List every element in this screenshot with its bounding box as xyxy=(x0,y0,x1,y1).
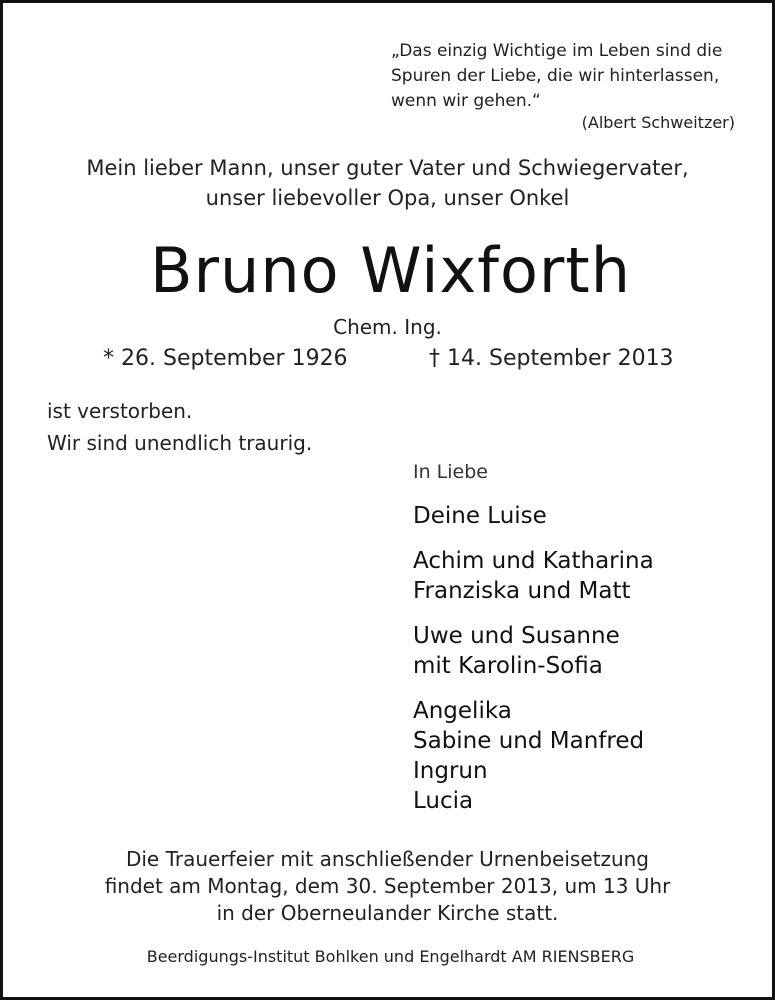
undertaker-credit: Beerdigungs-Institut Bohlken und Engelhardt AM RIENSBERG xyxy=(146,947,635,966)
mourners-list xyxy=(413,501,753,831)
mourner-name: Uwe und Susanne xyxy=(413,623,620,649)
quote-line: „Das einzig Wichtige im Leben sind die xyxy=(391,41,723,61)
mourner-group xyxy=(413,501,753,531)
quote-line: Spuren der Liebe, die wir hinterlassen, xyxy=(391,66,720,86)
passed-away-statement: ist verstorben. xyxy=(47,399,193,423)
mourner-group xyxy=(413,621,753,681)
epigraph-quote xyxy=(391,39,751,114)
quote-author: (Albert Schweitzer) xyxy=(581,113,735,132)
mourner-group xyxy=(413,546,753,606)
quote-line: wenn wir gehen.“ xyxy=(391,91,541,111)
mourner-group xyxy=(413,696,753,816)
mourner-name: Ingrun xyxy=(413,758,488,784)
deceased-title: Chem. Ing. xyxy=(333,315,442,339)
mourners-heading: In Liebe xyxy=(413,461,488,483)
funeral-service-info xyxy=(3,846,772,927)
service-line: findet am Montag, dem 30. September 2013, um 13 Uhr xyxy=(104,874,671,898)
mourner-name: Sabine und Manfred xyxy=(413,728,645,754)
mourner-name: Angelika xyxy=(413,698,512,724)
mourner-name: mit Karolin-Sofia xyxy=(413,653,603,679)
service-line: in der Oberneulander Kirche statt. xyxy=(216,901,559,925)
intro-line: Mein lieber Mann, unser guter Vater und Schwiegervater, xyxy=(86,156,689,180)
grief-statement: Wir sind unendlich traurig. xyxy=(47,431,313,455)
mourner-name: Achim und Katharina xyxy=(413,548,654,574)
death-date: † 14. September 2013 xyxy=(429,346,674,371)
mourner-name: Franziska und Matt xyxy=(413,578,631,604)
birth-date: * 26. September 1926 xyxy=(103,346,348,371)
mourner-name: Lucia xyxy=(413,788,474,814)
intro-line: unser liebevoller Opa, unser Onkel xyxy=(205,186,570,210)
deceased-name: Bruno Wixforth xyxy=(150,234,631,307)
mourner-name: Deine Luise xyxy=(413,503,547,529)
service-line: Die Trauerfeier mit anschließender Urnenbeisetzung xyxy=(125,847,650,871)
